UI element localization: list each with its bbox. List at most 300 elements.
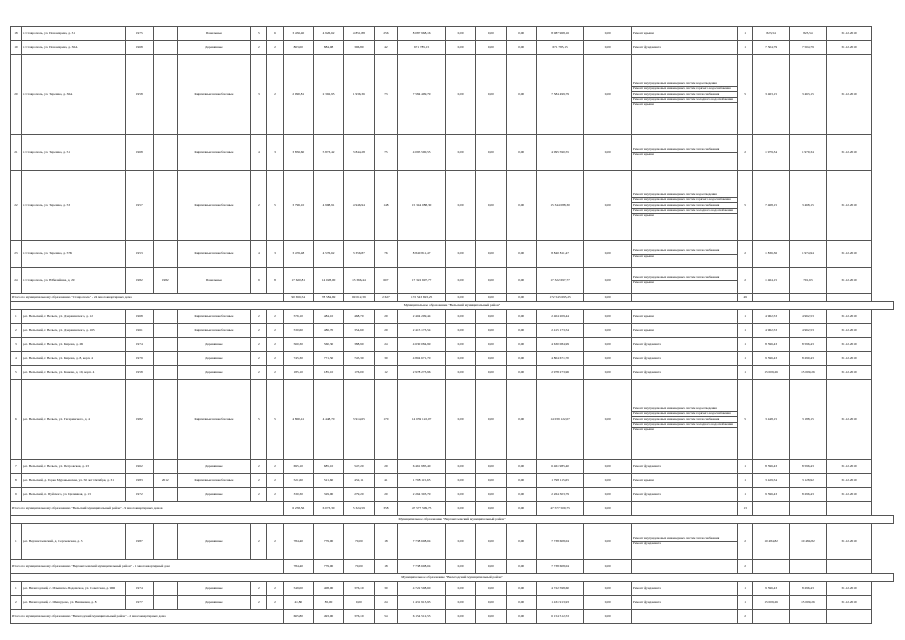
cell-regional-funds: 0,00 xyxy=(476,366,506,380)
cell-completion-date: 31.12.2019 xyxy=(826,338,871,352)
cell-municipal-funds: 0,00 xyxy=(506,310,536,324)
cell-address: р.п. Вельский, г. Вельск, ул. Кирова, д. 2Б xyxy=(21,338,125,352)
cell-year-built: 1975 xyxy=(125,27,153,41)
cell-row-number: 1 xyxy=(11,582,22,596)
cell-year-reconstruction xyxy=(153,352,177,366)
cell-floors: 2 xyxy=(251,310,267,324)
total-empty-cell xyxy=(753,560,790,574)
cell-other-funds: 0,00 xyxy=(584,268,632,294)
total-total-cost: 6 154 512,53 xyxy=(398,610,446,624)
cell-floors: 2 xyxy=(251,460,267,474)
cell-row-number: 9 xyxy=(11,488,22,502)
cell-wall-material: Деревянные xyxy=(177,524,251,560)
table-row xyxy=(11,524,894,560)
cell-completion-date: 31.12.2019 xyxy=(826,324,871,338)
cell-year-built: 1987 xyxy=(125,524,153,560)
cell-residential-area: 279,20 xyxy=(344,488,374,502)
cell-federal-funds: 0,00 xyxy=(445,460,475,474)
municipality-section-header xyxy=(11,516,894,524)
table-row xyxy=(11,324,894,338)
cell-residents: 29 xyxy=(374,460,398,474)
cell-completion-date: 31.12.2019 xyxy=(826,596,871,610)
total-regional-funds: 0,00 xyxy=(476,560,506,574)
cell-completion-date: 31.12.2019 xyxy=(826,380,871,460)
cell-owner-funds: 8 087 968,16 xyxy=(536,27,584,41)
cell-premises-area: 2 392,95 xyxy=(313,55,343,135)
table-row xyxy=(11,596,894,610)
cell-wall-material: Кирпичные/шлакоблочные xyxy=(177,135,251,171)
total-residents: 358 xyxy=(374,502,398,516)
cell-completion-date: 31.12.2019 xyxy=(826,474,871,488)
cell-regional-funds: 0,00 xyxy=(476,380,506,460)
cell-owner-funds: 2 264 303,79 xyxy=(536,488,584,502)
cell-year-built: 1968 xyxy=(125,135,153,171)
total-federal-funds: 0,00 xyxy=(445,502,475,516)
cell-residential-area: 3 356,87 xyxy=(344,241,374,268)
cell-residents: 29 xyxy=(374,324,398,338)
cell-row-number: 4 xyxy=(11,352,22,366)
cell-federal-funds: 0,00 xyxy=(445,380,475,460)
cell-owner-funds: 4 722 598,60 xyxy=(536,582,584,596)
cell-owner-funds: 6 461 985,40 xyxy=(536,460,584,474)
cell-address: г. Ставрополь, ул. Терешко, д. 36А xyxy=(21,55,125,135)
cell-works-list xyxy=(632,380,738,460)
cell-total-cost: 2 264 303,79 xyxy=(398,488,446,502)
cell-works-list xyxy=(632,241,738,268)
cell-owner-funds: 2 978 273,96 xyxy=(536,366,584,380)
cell-works-list xyxy=(632,582,738,596)
cell-residential-area: 176,00 xyxy=(344,366,374,380)
cell-municipal-funds: 0,00 xyxy=(506,582,536,596)
cell-year-built: 1961 xyxy=(125,324,153,338)
cell-max-unit-cost: 8 296,43 xyxy=(789,582,826,596)
cell-max-unit-cost: 8 596,43 xyxy=(789,338,826,352)
cell-row-number: 2 xyxy=(11,324,22,338)
total-residents: 2 627 xyxy=(374,294,398,302)
cell-regional-funds: 0,00 xyxy=(476,41,506,55)
total-total-cost: 7 738 608,04 xyxy=(398,560,446,574)
cell-total-area: 3 456,40 xyxy=(283,27,313,41)
cell-entrances: 2 xyxy=(267,352,283,366)
cell-works-list xyxy=(632,596,738,610)
total-works-count: 2 xyxy=(738,610,753,624)
cell-year-built: 1982 xyxy=(125,380,153,460)
cell-wall-material: Деревянные xyxy=(177,582,251,596)
cell-other-funds: 0,00 xyxy=(584,352,632,366)
work-item: Ремонт внутридомовых инженерных систем горячего водоснабжения xyxy=(632,198,737,203)
cell-residential-area: 354,60 xyxy=(344,324,374,338)
cell-federal-funds: 0,00 xyxy=(445,171,475,241)
cell-max-unit-cost: 3 128,92 xyxy=(789,474,826,488)
cell-premises-area: 14 028,00 xyxy=(313,268,343,294)
total-residential-area: 5 324,59 xyxy=(344,502,374,516)
cell-owner-funds: 4 630 084,99 xyxy=(536,338,584,352)
cell-premises-area: 329,90 xyxy=(313,488,343,502)
cell-floors: 2 xyxy=(251,338,267,352)
cell-year-built: 1953 xyxy=(125,241,153,268)
cell-address: р.п. Вельский, г. Вельск, ул. Дзержинского, д. 12 xyxy=(21,310,125,324)
cell-year-reconstruction xyxy=(153,310,177,324)
cell-address: р.п. Вилегодский, с. Ильинско-Подомское, ул. Советская, д. 96Б xyxy=(21,582,125,596)
cell-max-unit-cost: 8 596,43 xyxy=(789,460,826,474)
cell-wall-material: Кирпичные/шлакоблочные xyxy=(177,241,251,268)
cell-year-built: 1962 xyxy=(125,460,153,474)
cell-floors: 5 xyxy=(251,380,267,460)
work-item: Ремонт фундамента xyxy=(633,599,661,604)
cell-year-built: 1983 xyxy=(125,474,153,488)
total-empty-cell xyxy=(789,294,826,302)
cell-owner-funds: 8 840 811,47 xyxy=(536,241,584,268)
cell-owner-funds: 1 798 115,65 xyxy=(536,474,584,488)
cell-federal-funds: 0,00 xyxy=(445,135,475,171)
cell-federal-funds: 0,00 xyxy=(445,524,475,560)
cell-works-count: 1 xyxy=(738,488,753,502)
section-title: Муниципальное образование "Вилегодский муниципальный район" xyxy=(11,574,894,582)
total-empty-cell xyxy=(789,502,826,516)
work-item: Ремонт внутридомовых инженерных систем теплоснабжения xyxy=(632,203,737,208)
work-item: Ремонт внутридомовых инженерных систем холодного водоснабжения xyxy=(632,209,737,214)
cell-owner-funds: 4 095 590,55 xyxy=(536,135,584,171)
cell-total-cost: 8 087 968,16 xyxy=(398,27,446,41)
cell-residents: 24 xyxy=(374,596,398,610)
cell-year-reconstruction xyxy=(153,27,177,41)
total-empty-cell xyxy=(753,502,790,516)
work-item: Ремонт внутридомовых инженерных систем водоотведения xyxy=(632,407,737,412)
total-works-count: 13 xyxy=(738,502,753,516)
cell-municipal-funds: 0,00 xyxy=(506,488,536,502)
total-premises-area: 779,00 xyxy=(313,560,343,574)
section-title: Муниципальное образование "Верхнетоемский муниципальный район" xyxy=(11,516,894,524)
work-item: Ремонт крыши xyxy=(633,30,654,35)
cell-residential-area: 70,00 xyxy=(344,524,374,560)
cell-total-area: 41,80 xyxy=(283,596,313,610)
cell-works-list xyxy=(632,171,738,241)
cell-other-funds: 0,00 xyxy=(584,524,632,560)
cell-wall-material: Кирпичные/шлакоблочные xyxy=(177,310,251,324)
cell-year-reconstruction xyxy=(153,135,177,171)
cell-residents: 256 xyxy=(374,27,398,41)
cell-total-cost: 4 804 671,70 xyxy=(398,352,446,366)
cell-works-count: 2 xyxy=(738,268,753,294)
cell-address: г. Ставрополь, ул. Терешко, д. 53 xyxy=(21,171,125,241)
cell-address: г. Ставрополь, ул. Пономарева, д. 36А xyxy=(21,41,125,55)
cell-address: р.п. Верхнетоемский, д. Сергеевская, д. 3 xyxy=(21,524,125,560)
cell-total-cost: 15 344 088,30 xyxy=(398,171,446,241)
cell-floors: 4 xyxy=(251,135,267,171)
cell-works-list xyxy=(632,460,738,474)
cell-total-cost: 671 785,15 xyxy=(398,41,446,55)
cell-year-reconstruction: 2012 xyxy=(153,474,177,488)
cell-total-cost: 6 461 985,40 xyxy=(398,460,446,474)
cell-max-unit-cost: 3 188,15 xyxy=(789,380,826,460)
cell-federal-funds: 0,00 xyxy=(445,324,475,338)
cell-works-list xyxy=(632,55,738,135)
total-other-funds: 0,00 xyxy=(584,560,632,574)
cell-floors: 2 xyxy=(251,474,267,488)
cell-wall-material: Кирпичные/шлакоблочные xyxy=(177,380,251,460)
total-label: Итого по муниципальному образованию "Вельский муниципальный район" - 9 многоквартирных домов xyxy=(11,502,284,516)
cell-works-list xyxy=(632,324,738,338)
cell-total-cost: 1 798 115,65 xyxy=(398,474,446,488)
cell-owner-funds: 2 415 173,54 xyxy=(536,324,584,338)
cell-unit-cost: 9 596,43 xyxy=(753,352,790,366)
cell-residential-area: 13 366,44 xyxy=(344,268,374,294)
cell-other-funds: 0,00 xyxy=(584,55,632,135)
cell-other-funds: 0,00 xyxy=(584,596,632,610)
cell-max-unit-cost: 823,54 xyxy=(789,27,826,41)
total-empty-cell xyxy=(789,560,826,574)
cell-floors: 2 xyxy=(251,524,267,560)
cell-year-reconstruction xyxy=(153,524,177,560)
work-item: Ремонт внутридомовых инженерных систем водоотведения xyxy=(632,193,737,198)
cell-residential-area: 0,00 xyxy=(344,596,374,610)
cell-residential-area: 452,11 xyxy=(344,474,374,488)
total-residents: 54 xyxy=(374,610,398,624)
cell-total-area: 576,10 xyxy=(283,310,313,324)
total-federal-funds: 0,00 xyxy=(445,294,475,302)
municipality-section-header xyxy=(11,574,894,582)
total-residential-area: 69 012,39 xyxy=(344,294,374,302)
cell-works-count: 1 xyxy=(738,41,753,55)
total-empty-cell xyxy=(789,610,826,624)
cell-premises-area: 408,00 xyxy=(313,582,343,596)
cell-regional-funds: 0,00 xyxy=(476,582,506,596)
cell-works-list xyxy=(632,27,738,41)
cell-year-reconstruction xyxy=(153,171,177,241)
work-item: Ремонт крыши xyxy=(633,313,654,318)
cell-entrances: 2 xyxy=(267,582,283,596)
cell-floors: 2 xyxy=(251,352,267,366)
work-item: Ремонт внутридомовых инженерных систем теплоснабжения xyxy=(632,92,737,97)
cell-total-cost: 14 039 122,07 xyxy=(398,380,446,460)
cell-year-reconstruction xyxy=(153,41,177,55)
work-item: Ремонт фундамента xyxy=(633,369,661,374)
total-empty-cell xyxy=(753,294,790,302)
cell-other-funds: 0,00 xyxy=(584,582,632,596)
cell-other-funds: 0,00 xyxy=(584,488,632,502)
cell-floors: 2 xyxy=(251,582,267,596)
cell-residents: 73 xyxy=(374,55,398,135)
total-federal-funds: 0,00 xyxy=(445,560,475,574)
cell-federal-funds: 0,00 xyxy=(445,241,475,268)
cell-row-number: 1 xyxy=(11,524,22,560)
work-item: Ремонт крыши xyxy=(633,253,654,258)
cell-premises-area: 486,70 xyxy=(313,324,343,338)
cell-other-funds: 0,00 xyxy=(584,366,632,380)
cell-premises-area: 521,60 xyxy=(313,474,343,488)
cell-regional-funds: 0,00 xyxy=(476,596,506,610)
cell-residents: 20 xyxy=(374,488,398,502)
cell-completion-date: 31.12.2019 xyxy=(826,366,871,380)
cell-works-list xyxy=(632,41,738,55)
cell-works-list xyxy=(632,310,738,324)
work-item: Ремонт внутридомовых инженерных систем холодного водоснабжения xyxy=(632,98,737,103)
cell-residents: 607 xyxy=(374,268,398,294)
cell-row-number: 19 xyxy=(11,41,22,55)
cell-max-unit-cost: 15 009,26 xyxy=(789,366,826,380)
cell-municipal-funds: 0,00 xyxy=(506,352,536,366)
cell-residential-area: 468,70 xyxy=(344,310,374,324)
work-item: Ремонт внутридомовых инженерных систем водоотведения xyxy=(632,82,737,87)
cell-municipal-funds: 0,00 xyxy=(506,380,536,460)
cell-residents: 18 xyxy=(374,524,398,560)
cell-regional-funds: 0,00 xyxy=(476,55,506,135)
table-row xyxy=(11,27,894,41)
cell-completion-date: 31.12.2019 xyxy=(826,268,871,294)
cell-year-reconstruction xyxy=(153,380,177,460)
cell-regional-funds: 0,00 xyxy=(476,474,506,488)
work-item: Ремонт фундамента xyxy=(633,541,661,546)
cell-residents: 24 xyxy=(374,338,398,352)
cell-row-number: 22 xyxy=(11,171,22,241)
cell-unit-cost: 15 009,26 xyxy=(753,596,790,610)
cell-works-count: 1 xyxy=(738,596,753,610)
total-works-list xyxy=(632,502,738,516)
cell-works-count: 1 xyxy=(738,474,753,488)
cell-address: г. Ставрополь, ул. Юбилейная, д. 29 xyxy=(21,268,125,294)
cell-max-unit-cost: 4 962,53 xyxy=(789,324,826,338)
work-item: Ремонт внутридомовых инженерных систем холодного водоснабжения xyxy=(632,423,737,428)
total-premises-area: 6 073,30 xyxy=(313,502,343,516)
cell-max-unit-cost: 8 290,43 xyxy=(789,352,826,366)
cell-floors: 9 xyxy=(251,268,267,294)
cell-other-funds: 0,00 xyxy=(584,27,632,41)
total-municipal-funds: 0,00 xyxy=(506,610,536,624)
cell-premises-area: 4 998,91 xyxy=(313,171,343,241)
cell-premises-area: 779,00 xyxy=(313,524,343,560)
cell-address: р.п. Вельский, п. Пуйского, ул. Целинная, д. 13 xyxy=(21,488,125,502)
capital-repair-register-table xyxy=(10,26,894,624)
cell-residential-area: 547,20 xyxy=(344,460,374,474)
cell-wall-material: Панельные xyxy=(177,268,251,294)
cell-max-unit-cost: 4 962,53 xyxy=(789,310,826,324)
table-row xyxy=(11,338,894,352)
cell-floors: 2 xyxy=(251,171,267,241)
cell-residential-area: 388,90 xyxy=(344,338,374,352)
work-item: Ремонт фундамента xyxy=(633,491,661,496)
cell-floors: 2 xyxy=(251,324,267,338)
cell-unit-cost: 8 596,43 xyxy=(753,338,790,352)
cell-regional-funds: 0,00 xyxy=(476,488,506,502)
cell-unit-cost: 3 448,15 xyxy=(753,380,790,460)
cell-residential-area: 4 851,88 xyxy=(344,27,374,41)
cell-other-funds: 0,00 xyxy=(584,41,632,55)
total-works-count: 2 xyxy=(738,560,753,574)
cell-works-count: 1 xyxy=(738,324,753,338)
cell-entrances: 2 xyxy=(267,310,283,324)
cell-total-area: 330,30 xyxy=(283,488,313,502)
cell-total-area: 3 476,48 xyxy=(283,241,313,268)
cell-owner-funds: 14 039 122,07 xyxy=(536,380,584,460)
cell-other-funds: 0,00 xyxy=(584,338,632,352)
cell-premises-area: 85,00 xyxy=(313,596,343,610)
work-item: Ремонт фундамента xyxy=(633,44,661,49)
total-other-funds: 0,00 xyxy=(584,502,632,516)
cell-regional-funds: 0,00 xyxy=(476,352,506,366)
cell-federal-funds: 0,00 xyxy=(445,366,475,380)
cell-municipal-funds: 0,00 xyxy=(506,171,536,241)
cell-total-cost: 7 738 608,04 xyxy=(398,524,446,560)
cell-address: р.п. Вельский, г. Вельск, ул. Конева, д. 19, корп. 4 xyxy=(21,366,125,380)
work-item: Ремонт внутридомовых инженерных систем теплоснабжения xyxy=(632,249,737,254)
cell-year-reconstruction xyxy=(153,241,177,268)
cell-regional-funds: 0,00 xyxy=(476,460,506,474)
cell-owner-funds: 15 344 088,30 xyxy=(536,171,584,241)
cell-address: р.п. Вельский, д. Горка Муравьевская, ул. 50 лет Октября, д. 31 xyxy=(21,474,125,488)
cell-entrances: 2 xyxy=(267,338,283,352)
cell-address: р.п. Вилегодский, с. Шешурово, ул. Вишневая, д. 8 xyxy=(21,596,125,610)
cell-unit-cost: 8 596,43 xyxy=(753,460,790,474)
total-municipal-funds: 0,00 xyxy=(506,294,536,302)
cell-premises-area: 4 576,62 xyxy=(313,241,343,268)
cell-entrances: 5 xyxy=(267,380,283,460)
cell-max-unit-cost: 8 296,43 xyxy=(789,488,826,502)
cell-max-unit-cost: 15 009,26 xyxy=(789,596,826,610)
cell-municipal-funds: 0,00 xyxy=(506,268,536,294)
cell-federal-funds: 0,00 xyxy=(445,55,475,135)
table-row xyxy=(11,582,894,596)
work-item: Ремонт внутридомовых инженерных систем теплоснабжения xyxy=(632,148,737,153)
work-item: Ремонт крыши xyxy=(633,152,654,157)
cell-owner-funds: 2 404 209,44 xyxy=(536,310,584,324)
cell-floors: 2 xyxy=(251,596,267,610)
municipality-section-header xyxy=(11,302,894,310)
cell-year-built: 1977 xyxy=(125,596,153,610)
cell-completion-date: 31.12.2019 xyxy=(826,27,871,41)
cell-row-number: 8 xyxy=(11,474,22,488)
table-row xyxy=(11,310,894,324)
total-total-cost: 172 543 693,25 xyxy=(398,294,446,302)
cell-total-cost: 8 840 811,47 xyxy=(398,241,446,268)
cell-premises-area: 4 926,62 xyxy=(313,27,343,41)
cell-unit-cost: 1 836,36 xyxy=(753,241,790,268)
total-empty-cell xyxy=(826,502,871,516)
cell-unit-cost: 7 504,79 xyxy=(753,41,790,55)
table-row xyxy=(11,135,894,171)
cell-regional-funds: 0,00 xyxy=(476,27,506,41)
cell-total-area: 17 620,81 xyxy=(283,268,313,294)
cell-other-funds: 0,00 xyxy=(584,380,632,460)
cell-municipal-funds: 0,00 xyxy=(506,460,536,474)
cell-unit-cost: 3 463,15 xyxy=(753,55,790,135)
cell-federal-funds: 0,00 xyxy=(445,27,475,41)
cell-owner-funds: 7 738 608,04 xyxy=(536,524,584,560)
table-row xyxy=(11,241,894,268)
cell-works-count: 5 xyxy=(738,171,753,241)
cell-total-area: 185,10 xyxy=(283,366,313,380)
work-item: Ремонт фундамента xyxy=(633,341,661,346)
cell-completion-date: 31.12.2019 xyxy=(826,582,871,596)
cell-works-count: 1 xyxy=(738,582,753,596)
total-label: Итого по муниципальному образованию "Верхнетоемский муниципальный район" - 1 многоквартирный дом xyxy=(11,560,284,574)
total-total-cost: 47 577 509,75 xyxy=(398,502,446,516)
cell-year-built: 1957 xyxy=(125,171,153,241)
total-label: Итого по муниципальному образованию "Вилегодский муниципальный район" - 2 многоквартирных дома xyxy=(11,610,284,624)
cell-works-count: 1 xyxy=(738,338,753,352)
cell-works-list xyxy=(632,352,738,366)
cell-year-built: 1958 xyxy=(125,366,153,380)
cell-total-area: 560,30 xyxy=(283,338,313,352)
cell-year-built: 1972 xyxy=(125,488,153,502)
cell-wall-material: Кирпичные/шлакоблочные xyxy=(177,171,251,241)
cell-address: г. Ставрополь, ул. Терешко, д. 57Б xyxy=(21,241,125,268)
cell-address: р.п. Вельский, г. Вельск, ул. Кирова, д. 8, корп. 4 xyxy=(21,352,125,366)
cell-entrances: 3 xyxy=(267,135,283,171)
cell-federal-funds: 0,00 xyxy=(445,310,475,324)
cell-other-funds: 0,00 xyxy=(584,135,632,171)
cell-works-list xyxy=(632,135,738,171)
total-empty-cell xyxy=(826,294,871,302)
